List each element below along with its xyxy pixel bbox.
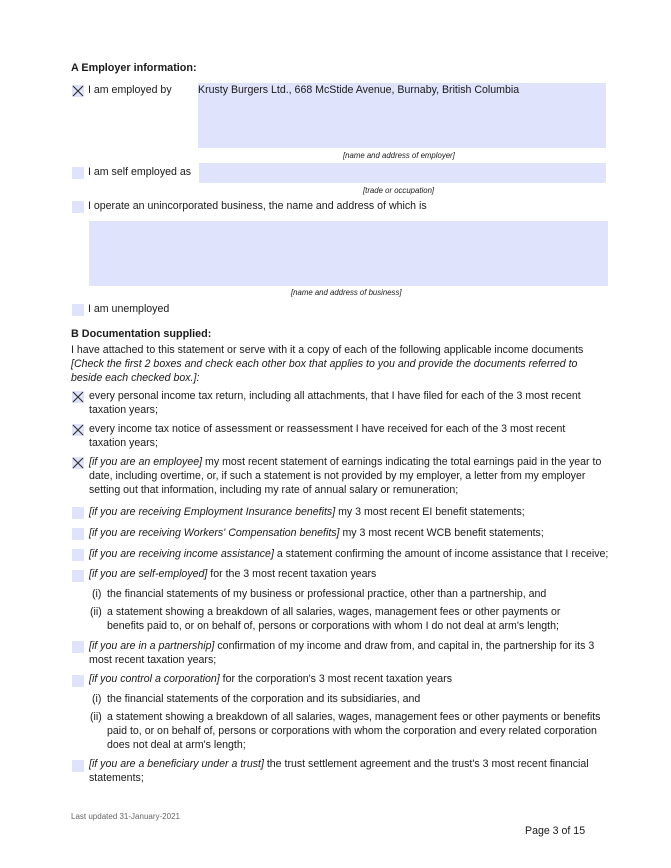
employer-value: Krusty Burgers Ltd., 668 McStide Avenue, Burnaby, British Columbia <box>198 84 520 96</box>
employer-field[interactable] <box>198 83 606 148</box>
doc-checkbox-wcb[interactable] <box>72 528 84 540</box>
business-label: I operate an unincorporated business, the name and address of which is <box>88 200 427 212</box>
instruction-text: [Check the first 2 boxes and check each other box that applies to you and provide the documents referred to beside each checked box.]: <box>71 358 578 384</box>
employed-label: I am employed by <box>88 84 172 96</box>
doc-prefix-trust: [if you are a beneficiary under a trust] <box>89 758 264 770</box>
self-employed-label: I am self employed as <box>88 166 192 178</box>
doc-text-income-assistance <box>89 547 609 561</box>
doc-body-self-employed: for the 3 most recent taxation years <box>207 568 377 580</box>
doc-body-corporation: for the corporation's 3 most recent taxation years <box>219 673 452 685</box>
doc-text-corporation <box>89 672 604 686</box>
page-number: Page 3 of 15 <box>525 825 586 837</box>
unemployed-label: I am unemployed <box>88 303 170 315</box>
doc-checkbox-self-employed[interactable] <box>72 570 84 582</box>
last-updated: Last updated 31-January-2021 <box>71 812 180 821</box>
unemployed-checkbox[interactable] <box>72 304 84 316</box>
business-checkbox[interactable] <box>72 201 84 213</box>
doc-checkbox-income-assistance[interactable] <box>72 549 84 561</box>
doc-checkbox-tax-returns[interactable] <box>72 391 84 403</box>
employed-checkbox[interactable] <box>72 85 84 97</box>
doc-text-self-employed <box>89 567 604 581</box>
doc-prefix-self-employed: [if you are self-employed] <box>89 568 208 580</box>
self-sub-num-1: (i) <box>92 588 102 600</box>
doc-checkbox-corporation[interactable] <box>72 675 84 687</box>
section-a-heading: A Employer information: <box>71 62 197 74</box>
doc-prefix-partnership: [if you are in a partnership] <box>89 640 215 652</box>
section-b-heading: B Documentation supplied: <box>71 328 212 340</box>
employer-caption: [name and address of employer] <box>343 151 455 160</box>
trade-caption: [trade or occupation] <box>363 186 435 195</box>
self-sub-text-1: the financial statements of my business or professional practice, other than a partnership, and <box>107 588 547 600</box>
intro-text: I have attached to this statement or serve with it a copy of each of the following applicable income documents <box>71 344 584 356</box>
doc-text-partnership <box>89 639 609 667</box>
doc-body-partnership: confirmation of my income and draw from, and capital in, the partnership for its 3 most recent taxation years; <box>89 640 595 666</box>
doc-body-wcb: my 3 most recent WCB benefit statements; <box>339 527 544 539</box>
business-field[interactable] <box>89 221 608 286</box>
self-employed-field[interactable] <box>199 163 606 183</box>
doc-text-wcb <box>89 526 604 540</box>
doc-checkbox-assessments[interactable] <box>72 424 84 436</box>
doc-prefix-employee: [if you are an employee] <box>89 456 203 468</box>
doc-body-employee: my most recent statement of earnings indicating the total earnings paid in the year to date, including overtime, or, if such a statement is not provided by my employer, a letter from my employer setting out that information, including my rate of annual salary or remuneration; <box>89 456 602 496</box>
doc-body-ei: my 3 most recent EI benefit statements; <box>335 506 525 518</box>
self-employed-checkbox[interactable] <box>72 167 84 179</box>
section-b-intro <box>71 343 611 385</box>
doc-checkbox-partnership[interactable] <box>72 641 84 653</box>
doc-checkbox-employee[interactable] <box>72 457 84 469</box>
doc-text-employee <box>89 455 604 497</box>
corp-sub-text-1: the financial statements of the corporation and its subsidiaries, and <box>107 693 421 705</box>
corp-sub-num-2: (ii) <box>90 711 102 723</box>
doc-body-trust: the trust settlement agreement and the trust's 3 most recent financial statements; <box>89 758 589 784</box>
self-sub-text-2: a statement showing a breakdown of all salaries, wages, management fees or other payments or benefits paid to, or on behalf of, persons or corporations with whom I do not deal at arm's length; <box>107 606 561 632</box>
doc-text-assessments: every income tax notice of assessment or reassessment I have received for each of the 3 most recent taxation years; <box>89 423 566 449</box>
self-sub-num-2: (ii) <box>90 606 102 618</box>
business-caption: [name and address of business] <box>291 288 402 297</box>
corp-sub-text-2: a statement showing a breakdown of all salaries, wages, management fees or other payments or benefits paid to, or on behalf of, persons or corporations with whom the corporation and every related corporation does not deal at arm's length; <box>107 711 601 751</box>
corp-sub-num-1: (i) <box>92 693 102 705</box>
doc-text-tax-returns: every personal income tax return, including all attachments, that I have filed for each of the 3 most recent taxation years; <box>89 390 581 416</box>
doc-prefix-ei: [if you are receiving Employment Insurance benefits] <box>89 506 336 518</box>
doc-prefix-income-assistance: [if you are receiving income assistance] <box>89 548 274 560</box>
doc-prefix-corporation: [if you control a corporation] <box>89 673 220 685</box>
doc-text-trust <box>89 757 609 785</box>
doc-text-ei <box>89 505 604 519</box>
doc-prefix-wcb: [if you are receiving Workers' Compensation benefits] <box>89 527 340 539</box>
doc-checkbox-trust[interactable] <box>72 760 84 772</box>
doc-body-income-assistance: a statement confirming the amount of income assistance that I receive; <box>273 548 609 560</box>
doc-checkbox-ei[interactable] <box>72 507 84 519</box>
